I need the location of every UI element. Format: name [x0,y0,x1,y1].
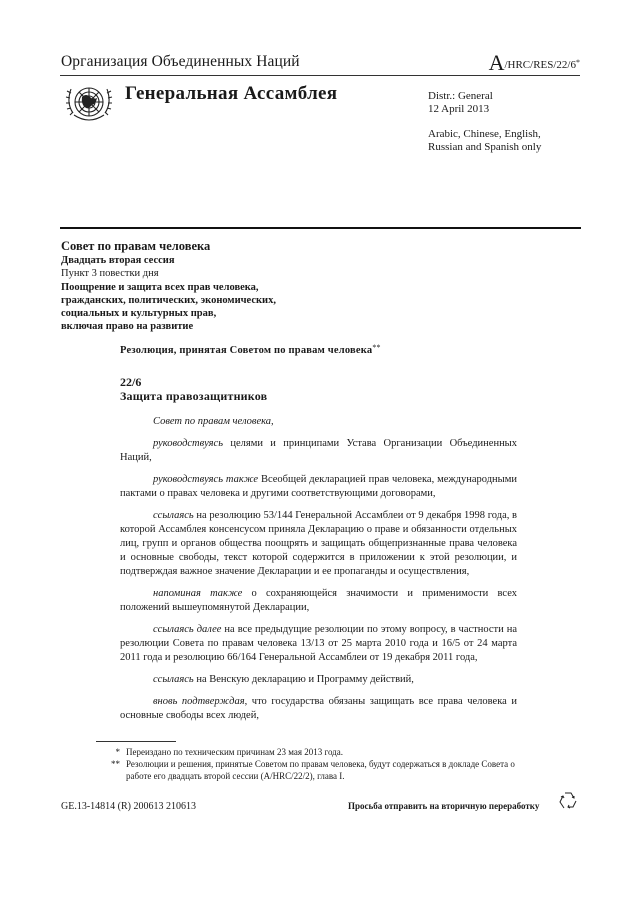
paragraph-lead: ссылаясь далее [153,623,222,635]
distribution: Distr.: General [428,90,493,102]
adopted-label [120,343,381,356]
session-name: Двадцать вторая сессия [61,255,175,266]
agenda-line: включая право на развитие [61,321,194,332]
paragraph-lead: ссылаясь [153,509,194,521]
paragraph-text: , что государства обязаны защищать все права человека и основные свободы всех людей, [120,695,518,721]
job-number: GE.13-14814 (R) 200613 210613 [61,801,196,812]
symbol-mark: * [576,58,580,67]
section-rule [60,227,581,229]
paragraph-text: на Венскую декларацию и Программу действий, [193,674,414,686]
recycle-icon [557,790,579,812]
distribution-block [428,90,493,116]
paragraph [120,473,517,501]
paragraph [120,695,517,723]
adopted-text: Резолюция, принятая Советом по правам человека [120,345,373,356]
header-rule [60,75,580,76]
paragraph [120,509,517,580]
footnote-text: Переиздано по техническим причинам 23 мая 2013 года. [126,747,344,757]
paragraph-lead: напоминая также [153,588,243,600]
footnote-text: Резолюции и решения, принятые Советом по правам человека, будут содержаться в докладе Совета о работе его двадцать второй сессии (A/HRC/22/2), глава I. [126,759,515,781]
paragraph-lead: ссылаясь [153,674,194,686]
paragraph-lead: руководствуясь [153,437,223,449]
preamble [120,415,517,731]
paragraph-lead: Совет по правам человека, [153,416,274,427]
languages-line-1: Arabic, Chinese, English, [428,128,541,140]
paragraph [120,437,517,465]
paragraph [120,415,517,429]
document-symbol [489,52,580,74]
council-name: Совет по правам человека [61,239,211,253]
paragraph-text: Всеобщей декларацией прав человека, международными пактами о правах человека и другими соответствующими договорами, [120,473,517,499]
agenda-item: Пункт 3 повестки дня [61,268,159,279]
footnote [96,746,526,758]
paragraph-lead: руководствуясь также [153,473,259,485]
paragraph-text: целями и принципами Устава Организации Объединенных Наций, [120,437,517,463]
organization-name: Организация Объединенных Наций [61,53,300,70]
footnote [96,758,526,782]
footnote-mark: * [115,747,120,757]
paragraph [120,587,517,615]
paragraph-lead: вновь подтверждая [153,695,245,707]
assembly-title: Генеральная Ассамблея [125,83,338,104]
paragraph-text: на все предыдущие резолюции по этому вопросу, в частности на резолюции Совета по правам человека 13/13 от 25 марта 2010 года и 16/5 от 24 марта 2011 года и резолюцию 66/164 Генеральной Ассамблеи от 19 декабря 2011 года, [120,623,518,664]
paragraph-text: на резолюцию 53/144 Генеральной Ассамблеи от 9 декабря 1998 года, в которой Ассамблея консенсусом приняла Декларацию о праве и обязанности отдельных лиц, групп и органов общества поощрять и защищать общепризнанные права человека и основные свободы, текст которой содержится в приложении к этой резолюции, и подтверждая важное значение Декларации и ее пропаганды и осуществления, [120,509,517,578]
agenda-line: социальных и культурных прав, [61,308,217,319]
agenda-line: гражданских, политических, экономических, [61,295,276,306]
symbol-prefix: A [488,50,505,75]
footnotes [96,746,526,782]
agenda-line: Поощрение и защита всех прав человека, [61,282,259,293]
resolution-title: Защита правозащитников [120,389,268,403]
document-date: 12 April 2013 [428,103,490,115]
paragraph [120,623,517,666]
footnote-mark: ** [111,759,120,769]
un-emblem-icon [62,79,116,127]
languages-line-2: Russian and Spanish only [428,141,542,153]
languages-block [428,128,541,154]
agenda-title [61,281,321,333]
footnote-rule [96,741,176,742]
adopted-mark: ** [372,343,381,352]
symbol-rest: /HRC/RES/22/6 [504,59,576,71]
paragraph [120,673,517,687]
paragraph-text: о сохраняющейся значимости и применимости всех положений вышеупомянутой Декларации, [120,588,517,614]
recycle-notice: Просьба отправить на вторичную переработку [348,801,540,811]
resolution-number: 22/6 [120,375,142,389]
